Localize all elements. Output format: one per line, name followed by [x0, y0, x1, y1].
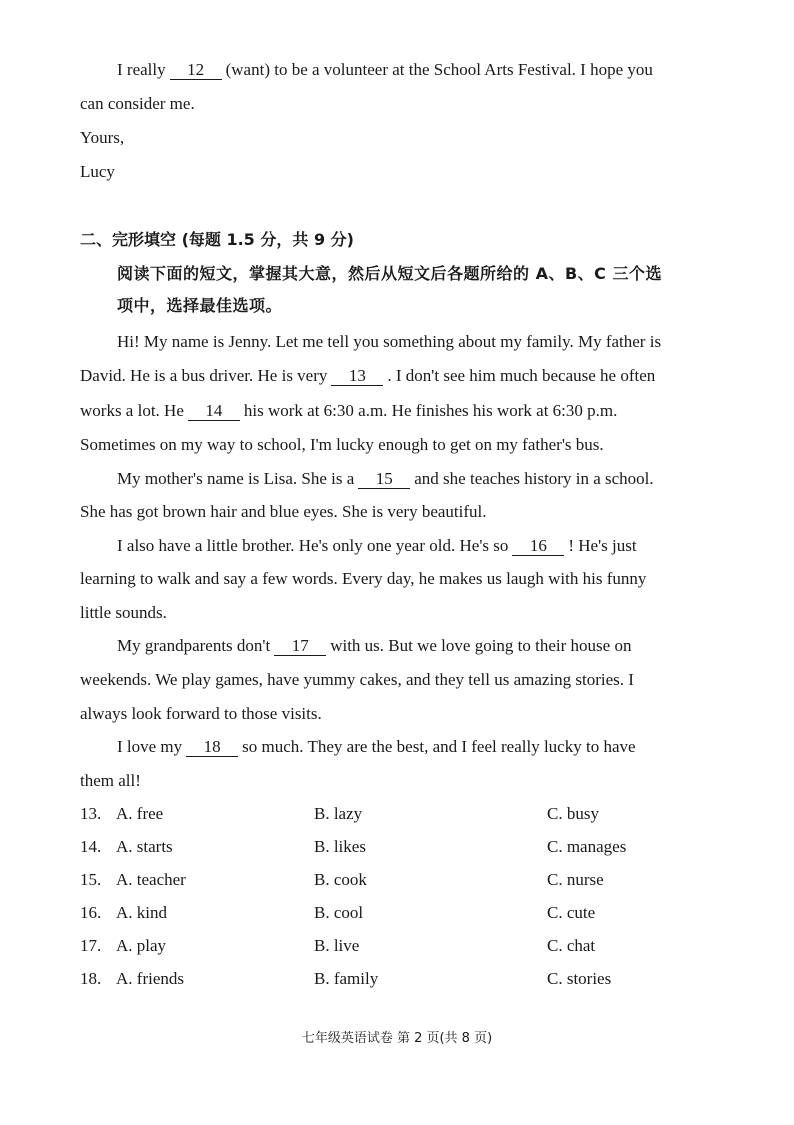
- passage-line: learning to walk and say a few words. Every day, he makes us laugh with his funny: [80, 569, 647, 588]
- instruction-line-2: 项中，选择最佳选项。: [117, 296, 283, 315]
- option-row-17: [80, 935, 700, 957]
- option-a: A. starts: [116, 837, 173, 856]
- text: My mother's name is Lisa. She is a: [117, 469, 355, 488]
- option-b: B. lazy: [314, 804, 363, 823]
- option-b: B. family: [314, 969, 379, 988]
- option-row-13: [80, 803, 700, 825]
- passage-line: [80, 366, 695, 386]
- passage-line: [117, 737, 695, 757]
- text: I also have a little brother. He's only one year old. He's so: [117, 536, 509, 555]
- text: I love my: [117, 737, 183, 756]
- text: David. He is a bus driver. He is very: [80, 366, 328, 385]
- question-number: 15.: [80, 870, 102, 889]
- text: (want) to be a volunteer at the School Arts Festival. I hope you: [225, 60, 653, 79]
- blank-15: 15: [358, 470, 410, 489]
- passage-line: [117, 536, 695, 556]
- option-c: C. manages: [547, 837, 627, 856]
- option-row-18: [80, 968, 700, 990]
- option-b: B. likes: [314, 837, 366, 856]
- instruction-line-1: 阅读下面的短文，掌握其大意，然后从短文后各题所给的 A、B、C 三个选: [117, 264, 662, 283]
- option-a: A. free: [116, 804, 164, 823]
- option-a: A. teacher: [116, 870, 186, 889]
- blank-17: 17: [274, 637, 326, 656]
- question-number: 16.: [80, 903, 102, 922]
- passage-line: Sometimes on my way to school, I'm lucky enough to get on my father's bus.: [80, 435, 604, 454]
- question-number: 18.: [80, 969, 102, 988]
- option-b: B. cool: [314, 903, 364, 922]
- option-row-15: [80, 869, 700, 891]
- option-c: C. stories: [547, 969, 612, 988]
- blank-16: 16: [512, 537, 564, 556]
- option-b: B. live: [314, 936, 360, 955]
- text: his work at 6:30 a.m. He finishes his work at 6:30 p.m.: [243, 401, 618, 420]
- passage-line: [117, 469, 695, 489]
- option-row-14: [80, 836, 700, 858]
- passage-line: Hi! My name is Jenny. Let me tell you something about my family. My father is: [117, 332, 662, 351]
- option-c: C. chat: [547, 936, 596, 955]
- blank-13: 13: [331, 367, 383, 386]
- text: I really: [117, 60, 166, 79]
- passage-line: She has got brown hair and blue eyes. She is very beautiful.: [80, 502, 487, 521]
- option-c: C. cute: [547, 903, 596, 922]
- blank-18: 18: [186, 738, 238, 757]
- text: works a lot. He: [80, 401, 184, 420]
- passage-line: weekends. We play games, have yummy cakes, and they tell us amazing stories. I: [80, 670, 634, 689]
- passage-line: [117, 636, 695, 656]
- question-number: 13.: [80, 804, 102, 823]
- option-c: C. nurse: [547, 870, 604, 889]
- blank-14: 14: [188, 402, 240, 421]
- passage-line: [80, 401, 695, 421]
- option-c: C. busy: [547, 804, 599, 823]
- option-row-16: [80, 902, 700, 924]
- question-number: 17.: [80, 936, 102, 955]
- text: and she teaches history in a school.: [414, 469, 654, 488]
- option-a: A. kind: [116, 903, 167, 922]
- passage-line: always look forward to those visits.: [80, 704, 322, 723]
- option-a: A. friends: [116, 969, 184, 988]
- passage-line: them all!: [80, 771, 141, 790]
- passage-line: little sounds.: [80, 603, 167, 622]
- letter-closing: Yours,: [80, 128, 125, 147]
- letter-line-2: can consider me.: [80, 94, 195, 113]
- text: ! He's just: [568, 536, 637, 555]
- letter-signature: Lucy: [80, 162, 115, 181]
- text: so much. They are the best, and I feel really lucky to have: [242, 737, 636, 756]
- letter-line-1: [117, 60, 695, 80]
- page-footer: 七年级英语试卷 第 2 页(共 8 页): [301, 1031, 493, 1046]
- text: My grandparents don't: [117, 636, 271, 655]
- text: with us. But we love going to their house on: [330, 636, 632, 655]
- option-b: B. cook: [314, 870, 367, 889]
- text: . I don't see him much because he often: [387, 366, 656, 385]
- section-heading: 二、完形填空 (每题 1.5 分，共 9 分): [80, 230, 354, 249]
- question-number: 14.: [80, 837, 102, 856]
- option-a: A. play: [116, 936, 167, 955]
- blank-12: 12: [170, 61, 222, 80]
